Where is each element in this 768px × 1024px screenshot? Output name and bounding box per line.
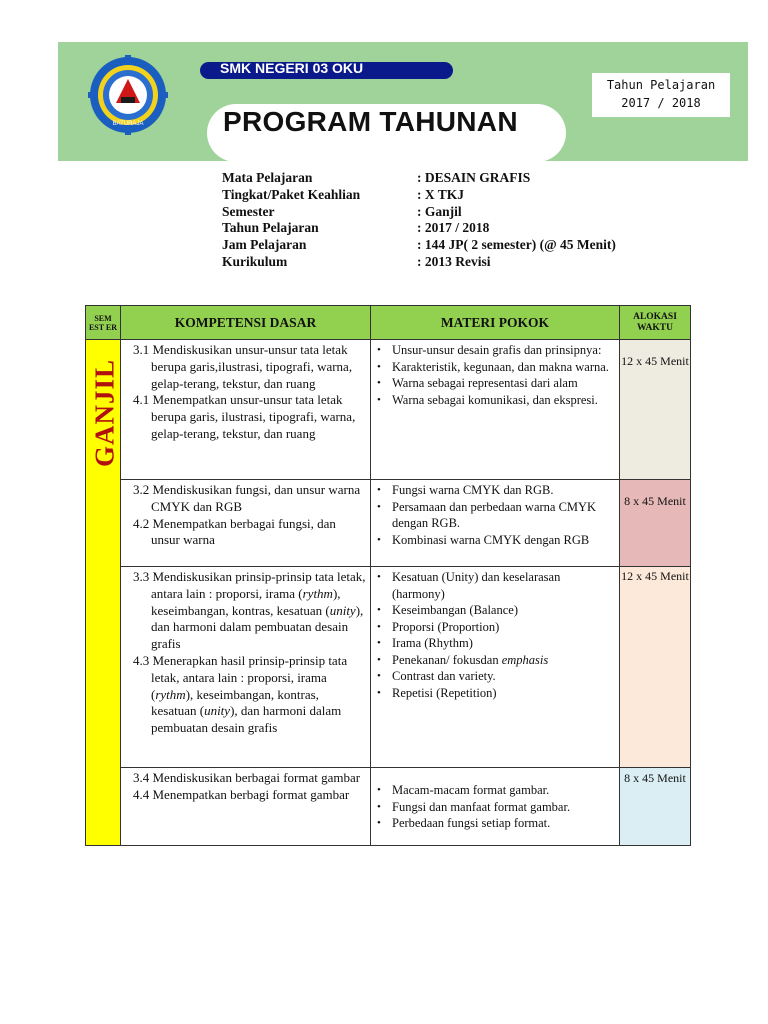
kd-item: 4.4 Menempatkan berbagi format gambar: [133, 786, 350, 802]
materi-item: • Fungsi dan manfaat format gambar.: [392, 799, 616, 816]
year-box: [592, 73, 730, 117]
kd-item: 4.3 Menerapkan hasil prinsip-prinsip tata letak, antara lain : proporsi, irama (rythm), keseimbangan, kontras, kesatuan (unity), dan harmoni dalam pembuatan desain grafis: [133, 652, 348, 736]
info-key: Kurikulum: [222, 253, 288, 269]
year-label: Tahun Pelajaran: [606, 78, 716, 92]
year-value: 2017 / 2018: [621, 96, 701, 110]
header-alokasi-waktu: ALOKASI WAKTU: [619, 305, 691, 340]
kd-item: 3.3 Mendiskusikan prinsip-prinsip tata letak, antara lain : proporsi, irama (rythm), keseimbangan, kontras, kesatuan (unity), dan harmoni dalam pembuatan desain grafis: [133, 569, 366, 652]
materi-item: • Warna sebagai representasi dari alam: [392, 375, 616, 392]
logo-text: BATURAJA: [112, 121, 144, 127]
info-value: : 144 JP( 2 semester) (@ 45 Menit): [417, 237, 616, 253]
semester-column: [85, 339, 121, 846]
table-row-1-alokasi: 12 x 45 Menit: [619, 339, 691, 480]
kd-item: 4.1 Menempatkan unsur-unsur tata letak berupa garis, ilustrasi, tipografi, warna, gelap-terang, tekstur, dan ruang: [133, 392, 356, 441]
kd-item: 3.1 Mendiskusikan unsur-unsur tata letak berupa garis,ilustrasi, tipografi, warna, gelap-terang, tekstur, dan ruang: [133, 342, 353, 391]
materi-item: • Irama (Rhythm): [392, 635, 616, 652]
school-logo-icon: [88, 55, 168, 135]
info-value: : 2013 Revisi: [417, 253, 491, 269]
materi-item: • Warna sebagai komunikasi, dan ekspresi.: [392, 392, 616, 409]
school-name: SMK NEGERI 03 OKU: [200, 62, 453, 79]
table-row-3-materi: [370, 566, 620, 768]
materi-item: • Keseimbangan (Balance): [392, 602, 616, 619]
header-semester: SEM EST ER: [85, 305, 121, 340]
info-key: Mata Pelajaran: [222, 170, 313, 185]
kd-item: 4.2 Menempatkan berbagai fungsi, dan unsur warna: [133, 515, 336, 548]
table-row-4-kd: [120, 767, 371, 846]
materi-item: • Perbedaan fungsi setiap format.: [392, 815, 616, 832]
materi-item: • Repetisi (Repetition): [392, 685, 616, 702]
table-row-2-materi: [370, 479, 620, 567]
title-pill: [207, 104, 566, 162]
materi-item: • Fungsi warna CMYK dan RGB.: [392, 482, 616, 499]
materi-item: • Kombinasi warna CMYK dengan RGB: [392, 532, 616, 549]
table-row-2-kd: [120, 479, 371, 567]
kd-item: 3.2 Mendiskusikan fungsi, dan unsur warna CMYK dan RGB: [133, 482, 361, 514]
materi-item: • Contrast dan variety.: [392, 668, 616, 685]
info-key: Tahun Pelajaran: [222, 220, 319, 236]
header-kompetensi-dasar: KOMPETENSI DASAR: [120, 305, 371, 340]
table-row-1-materi: [370, 339, 620, 480]
materi-item: • Persamaan dan perbedaan warna CMYK dengan RGB.: [392, 499, 616, 532]
table-row-3-alokasi: 12 x 45 Menit: [619, 566, 691, 768]
info-key: Jam Pelajaran: [222, 237, 307, 253]
info-key: Tingkat/Paket Keahlian: [222, 186, 361, 202]
kd-item: 3.4 Mendiskusikan berbagai format gambar: [133, 770, 361, 785]
materi-item: • Karakteristik, kegunaan, dan makna warna.: [392, 359, 616, 376]
materi-item: • Proporsi (Proportion): [392, 619, 616, 636]
info-value: : X TKJ: [417, 186, 465, 202]
semester-label: GANJIL: [89, 358, 120, 468]
materi-item: • Macam-macam format gambar.: [392, 782, 616, 799]
table-row-4-materi: [370, 767, 620, 846]
table-row-4-alokasi: 8 x 45 Menit: [619, 767, 691, 846]
table-row-2-alokasi: 8 x 45 Menit: [619, 479, 691, 567]
info-key: Semester: [222, 203, 275, 219]
program-table: [85, 305, 691, 846]
materi-item: • Penekanan/ fokusdan emphasis: [392, 652, 616, 669]
info-value: : DESAIN GRAFIS: [417, 170, 531, 185]
materi-item: • Kesatuan (Unity) dan keselarasan (harmony): [392, 569, 616, 602]
materi-item: • Unsur-unsur desain grafis dan prinsipnya:: [392, 342, 616, 359]
header-materi-pokok: MATERI POKOK: [370, 305, 620, 340]
table-row-1-kd: [120, 339, 371, 480]
info-value: : 2017 / 2018: [417, 220, 490, 236]
table-row-3-kd: [120, 566, 371, 768]
info-value: : Ganjil: [417, 203, 462, 219]
document-title: PROGRAM TAHUNAN: [223, 106, 518, 137]
